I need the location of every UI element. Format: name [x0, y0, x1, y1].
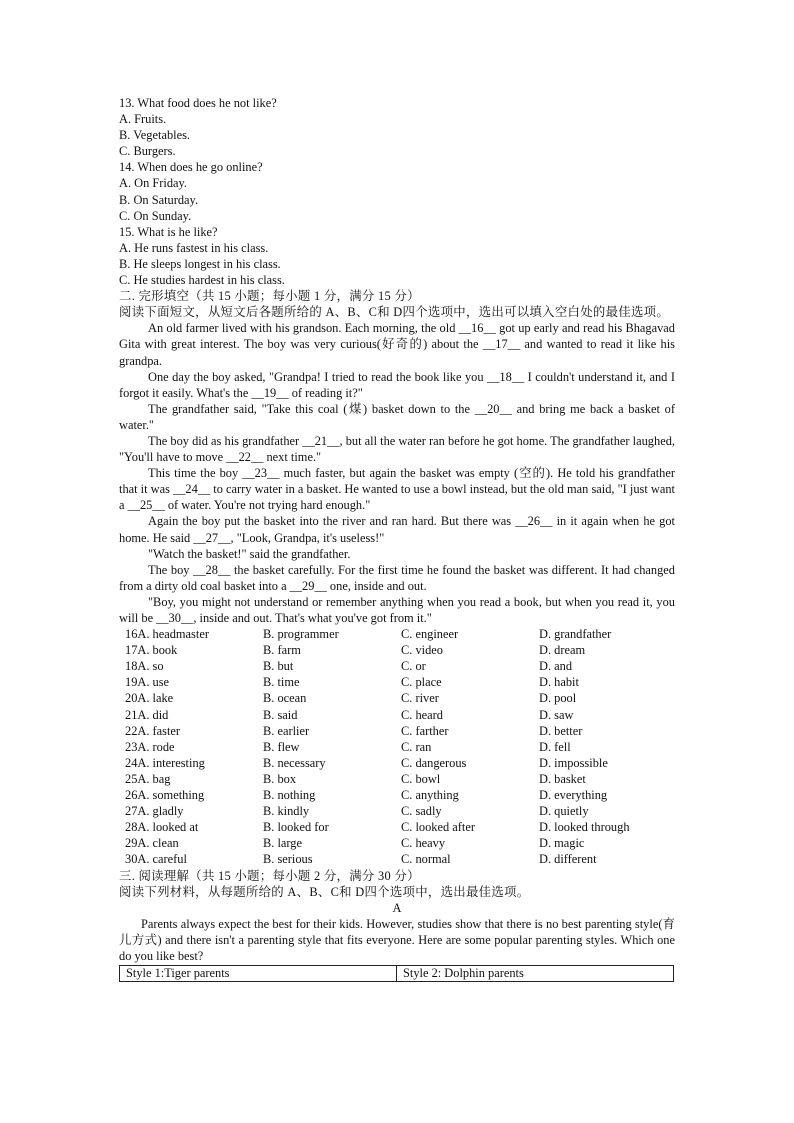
cloze-options: [125, 626, 675, 867]
passage-paragraph: The boy did as his grandfather __21__, but all the water ran before he got home. The grandfather laughed, "You'll have to move __22__ next time.": [119, 433, 675, 465]
passage-paragraph: "Watch the basket!" said the grandfather.: [148, 546, 351, 561]
passage-paragraph: The boy __28__ the basket carefully. For the first time he found the basket was different. It had changed from a dirty old coal basket into a __29__ one, inside and out.: [119, 562, 675, 593]
passage-paragraph: One day the boy asked, "Grandpa! I tried to read the book like you __18__ I couldn't understand it, and I forgot it easily. What's the __19__ of reading it?": [119, 369, 675, 400]
section2-heading: 二. 完形填空（共 15 小题；每小题 1 分，满分 15 分）: [119, 289, 420, 304]
option: 18A. so: [125, 659, 164, 674]
option: B. serious: [263, 852, 313, 867]
parenting-styles-table: [119, 965, 674, 982]
option: C. bowl: [401, 771, 441, 786]
option: 26A. something: [125, 788, 205, 803]
option: D. quietly: [539, 804, 589, 819]
option: 24A. interesting: [125, 755, 205, 770]
question-14: 14. When does he go online?: [119, 160, 263, 175]
option: D. different: [539, 852, 597, 867]
option: B. necessary: [263, 755, 326, 770]
option: 25A. bag: [125, 771, 171, 786]
question-15: 15. What is he like?: [119, 224, 218, 239]
option: 21A. did: [125, 707, 169, 722]
option: D. looked through: [539, 820, 630, 835]
passage-paragraph: The grandfather said, "Take this coal (煤) basket down to the __20__ and bring me back a basket of water.": [119, 401, 675, 432]
cloze-passage: [119, 320, 675, 626]
option: C. ran: [401, 739, 432, 754]
question-14-option-a: A. On Friday.: [119, 176, 188, 191]
option: 19A. use: [125, 675, 170, 690]
question-15-option-b: B. He sleeps longest in his class.: [119, 256, 281, 271]
option: C. engineer: [401, 627, 459, 642]
option: C. looked after: [401, 820, 475, 835]
option: B. large: [263, 836, 302, 851]
option: C. heard: [401, 707, 443, 722]
passage-paragraph: An old farmer lived with his grandson. Each morning, the old __16__ got up early and read his Bhagavad Gita with great interest. The boy was very curious(好奇的) about the __17__ and wanted to read it like his grandpa.: [119, 321, 675, 368]
question-13-option-b: B. Vegetables.: [119, 128, 191, 143]
reading-intro: Parents always expect the best for their kids. However, studies show that there is no best parenting style(育儿方式) and there isn't a parenting style that fits everyone. Here are some popular parenting styles. Which one do you like best?: [119, 916, 675, 963]
option: B. ocean: [263, 691, 307, 706]
passage-paragraph: This time the boy __23__ much faster, but again the basket was empty (空的). He told his grandfather that it was __24__ to carry water in a basket. He wanted to use a bowl instead, but the old man said, "I just want a __25__ of water. You're not trying hard enough.": [119, 466, 675, 513]
option: D. grandfather: [539, 627, 612, 642]
option: D. impossible: [539, 755, 608, 770]
option: C. sadly: [401, 804, 442, 819]
option: D. better: [539, 723, 583, 738]
question-14-option-b: B. On Saturday.: [119, 192, 199, 207]
option: 17A. book: [125, 643, 178, 658]
section2-instruction: 阅读下面短文，从短文后各题所给的 A、B、C和 D四个选项中，选出可以填入空白处的最佳选项。: [119, 305, 670, 320]
option: B. earlier: [263, 723, 310, 738]
option: B. kindly: [263, 804, 310, 819]
option: 16A. headmaster: [125, 627, 209, 642]
option: B. nothing: [263, 788, 316, 803]
option: C. dangerous: [401, 755, 467, 770]
option: D. magic: [539, 836, 585, 851]
table-cell: Style 1:Tiger parents: [120, 966, 397, 982]
option: D. and: [539, 659, 573, 674]
option: C. or: [401, 659, 426, 674]
question-15-option-c: C. He studies hardest in his class.: [119, 273, 285, 288]
question-13: 13. What food does he not like?: [119, 96, 277, 110]
listening-questions: [119, 95, 675, 288]
option: C. farther: [401, 723, 449, 738]
option: D. pool: [539, 691, 577, 706]
option: 27A. gladly: [125, 804, 184, 819]
part-label: A: [392, 900, 402, 915]
option: C. place: [401, 675, 442, 690]
option: B. but: [263, 659, 294, 674]
option: B. box: [263, 771, 297, 786]
option: 28A. looked at: [125, 820, 199, 835]
option: B. said: [263, 707, 298, 722]
option: C. normal: [401, 852, 451, 867]
option: D. everything: [539, 788, 608, 803]
option: C. heavy: [401, 836, 446, 851]
option: D. saw: [539, 707, 574, 722]
option: B. programmer: [263, 627, 339, 642]
section3-instruction: 阅读下列材料，从每题所给的 A、B、C和 D四个选项中，选出最佳选项。: [119, 884, 530, 899]
option: D. dream: [539, 643, 586, 658]
option: D. basket: [539, 771, 586, 786]
question-15-option-a: A. He runs fastest in his class.: [119, 240, 269, 255]
option: 29A. clean: [125, 836, 179, 851]
option: C. river: [401, 691, 439, 706]
document-page: [119, 95, 675, 982]
question-14-option-c: C. On Sunday.: [119, 208, 192, 223]
option: C. anything: [401, 788, 459, 803]
table-row: [120, 966, 674, 982]
passage-paragraph: "Boy, you might not understand or remember anything when you read a book, but when you read it, you will be __30__, inside and out. That's what you've got from it.": [119, 594, 675, 625]
option: 30A. careful: [125, 852, 187, 867]
option: B. farm: [263, 643, 301, 658]
option: 23A. rode: [125, 739, 175, 754]
option: 22A. faster: [125, 723, 181, 738]
table-cell: Style 2: Dolphin parents: [397, 966, 674, 982]
option: B. flew: [263, 739, 300, 754]
option: B. time: [263, 675, 300, 690]
option: C. video: [401, 643, 443, 658]
option: D. fell: [539, 739, 571, 754]
option: 20A. lake: [125, 691, 174, 706]
option: D. habit: [539, 675, 579, 690]
passage-paragraph: Again the boy put the basket into the river and ran hard. But there was __26__ in it again when he got home. He said __27__, "Look, Grandpa, it's useless!": [119, 514, 675, 545]
question-13-option-a: A. Fruits.: [119, 112, 167, 127]
option: B. looked for: [263, 820, 329, 835]
section3-heading: 三. 阅读理解（共 15 小题；每小题 2 分，满分 30 分）: [119, 868, 420, 883]
question-13-option-c: C. Burgers.: [119, 144, 176, 159]
